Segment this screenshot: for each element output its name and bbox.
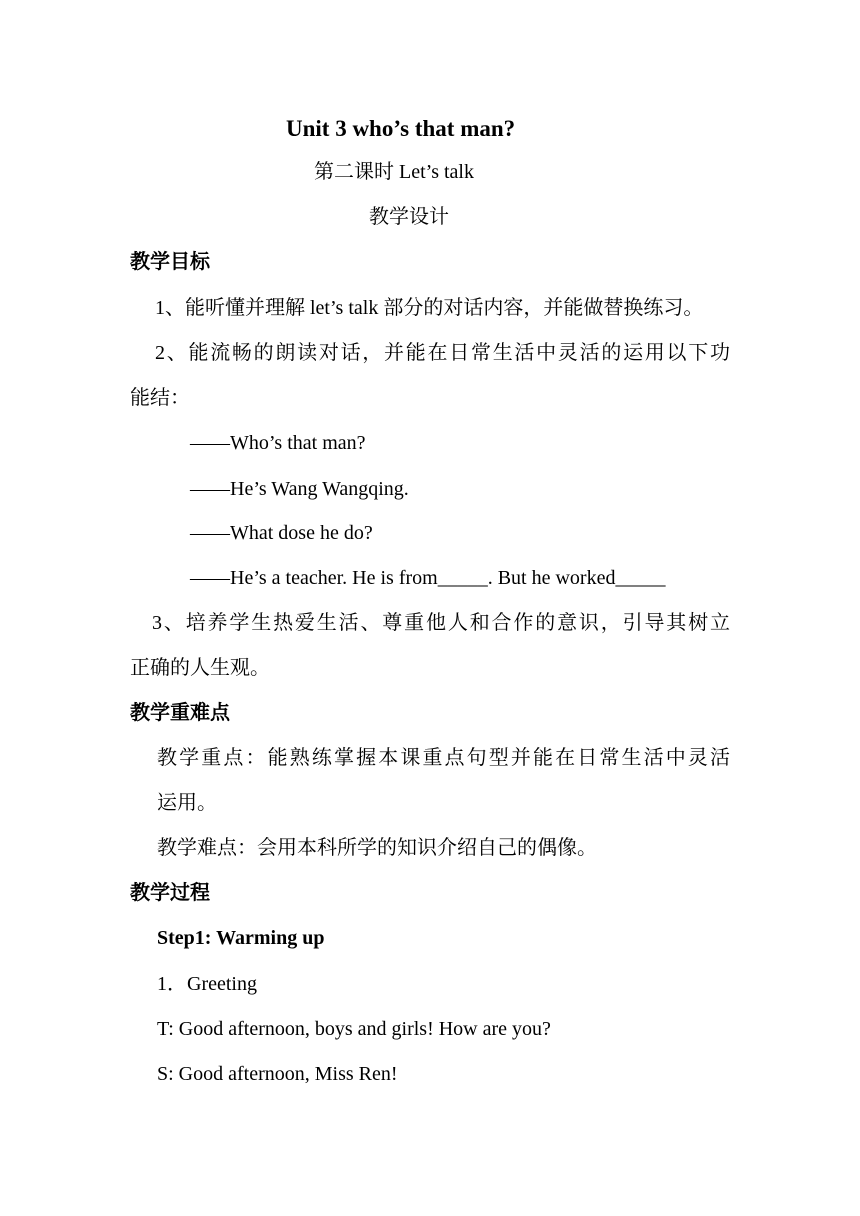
process-heading: 教学过程 xyxy=(130,882,210,904)
dialogue-line: ——He’s a teacher. He is from_____. But he worked_____ xyxy=(190,567,666,589)
key-point-line-1: 教学重点：能熟练掌握本课重点句型并能在日常生活中灵活 xyxy=(157,747,730,769)
document-title: Unit 3 who’s that man? xyxy=(286,116,516,141)
objective-item-3-line-2: 正确的人生观。 xyxy=(130,657,270,679)
difficult-point: 教学难点：会用本科所学的知识介绍自己的偶像。 xyxy=(157,837,597,859)
objective-item-3-line-1: 3、培养学生热爱生活、尊重他人和合作的意识，引导其树立 xyxy=(152,612,730,634)
dialogue-line: ——He’s Wang Wangqing. xyxy=(190,478,409,500)
student-line: S: Good afternoon, Miss Ren! xyxy=(157,1063,398,1085)
objective-item-2-line-1: 2、能流畅的朗读对话，并能在日常生活中灵活的运用以下功 xyxy=(155,342,730,364)
lesson-subtitle: 第二课时 Let’s talk xyxy=(314,161,474,183)
step1-heading: Step1: Warming up xyxy=(157,927,325,949)
objective-item-2-line-2: 能结： xyxy=(130,387,190,409)
objective-item-1: 1、能听懂并理解 let’s talk 部分的对话内容，并能做替换练习。 xyxy=(155,297,704,319)
greeting-item: 1．Greeting xyxy=(157,973,257,995)
teacher-line: T: Good afternoon, boys and girls! How are you? xyxy=(157,1018,551,1040)
objectives-heading: 教学目标 xyxy=(130,251,210,273)
dialogue-line: ——What dose he do? xyxy=(190,522,373,544)
design-subtitle: 教学设计 xyxy=(369,206,449,228)
key-point-line-2: 运用。 xyxy=(157,792,217,814)
key-points-heading: 教学重难点 xyxy=(130,702,230,724)
dialogue-line: ——Who’s that man? xyxy=(190,432,366,454)
